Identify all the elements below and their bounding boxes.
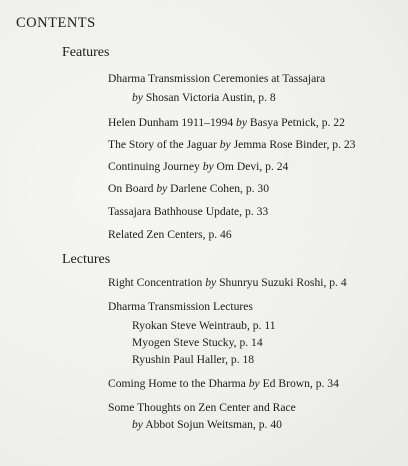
toc-entry-on-board: On Board by Darlene Cohen, p. 30 <box>108 182 270 195</box>
toc-entry-dharma-transmission-lectures: Dharma Transmission Lectures <box>108 300 253 313</box>
toc-entry-right-concentration: Right Concentration by Shunryu Suzuki Roshi, p. 4 <box>108 276 347 289</box>
section-heading-features: Features <box>62 45 110 60</box>
toc-entry-story-of-the-jaguar: The Story of the Jaguar by Jemma Rose Binder, p. 23 <box>108 138 356 151</box>
toc-entry-author-line: by Abbot Sojun Weitsman, p. 40 <box>132 418 282 431</box>
toc-subentry: Ryushin Paul Haller, p. 18 <box>132 353 255 366</box>
toc-entry-coming-home-to-the-dharma: Coming Home to the Dharma by Ed Brown, p. 34 <box>108 377 339 390</box>
toc-entry-related-zen-centers: Related Zen Centers, p. 46 <box>108 228 232 241</box>
toc-entry-continuing-journey: Continuing Journey by Om Devi, p. 24 <box>108 160 289 173</box>
toc-subentry: Ryokan Steve Weintraub, p. 11 <box>132 319 276 332</box>
toc-entry-dharma-transmission-ceremonies: Dharma Transmission Ceremonies at Tassajara <box>108 72 326 85</box>
toc-subentry: Myogen Steve Stucky, p. 14 <box>132 336 263 349</box>
toc-entry-zen-center-and-race: Some Thoughts on Zen Center and Race <box>108 401 296 414</box>
toc-entry-tassajara-bathhouse-update: Tassajara Bathhouse Update, p. 33 <box>108 205 269 218</box>
toc-entry-helen-dunham: Helen Dunham 1911–1994 by Basya Petnick, p. 22 <box>108 116 345 129</box>
section-heading-lectures: Lectures <box>62 252 111 267</box>
page-title: CONTENTS <box>16 15 96 31</box>
toc-entry-author-line: by Shosan Victoria Austin, p. 8 <box>132 91 276 104</box>
